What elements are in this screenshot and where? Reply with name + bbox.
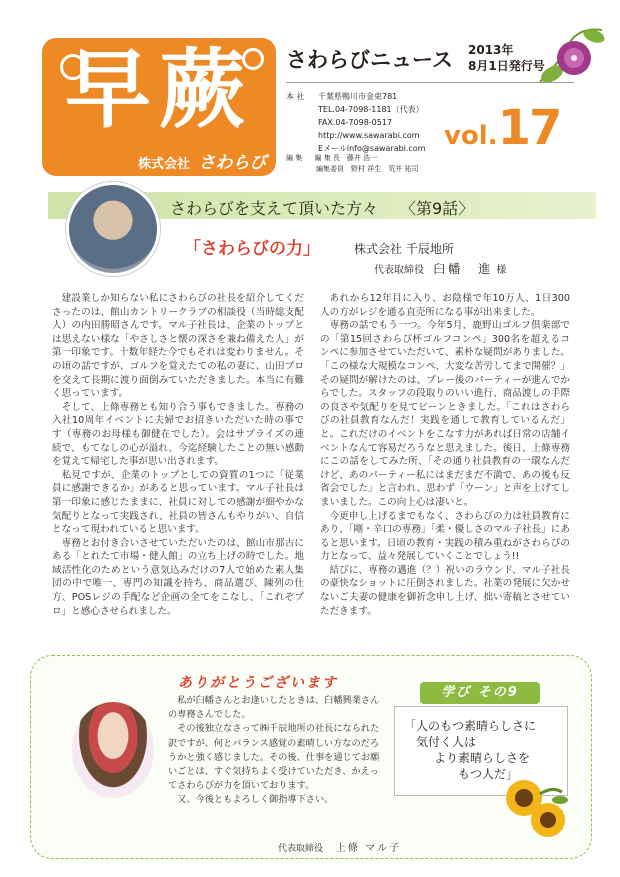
issue-day: 8月1日発行号 — [468, 59, 545, 73]
signature-name: 上條 マル子 — [335, 843, 402, 854]
paragraph: そして、上條専務とも知り合う事もできました。専務の入社10周年イベントに夫婦でお招きいただいた時の事です（専務のお母様も御健在でした）。会はサプライズの連続で、もてなしの心が溢れ、今迄経験したことの無い感動を覚えて帰宅した事が思い出されます。 — [52, 401, 304, 468]
section-title: さわらびを支えて頂いた方々 — [170, 199, 379, 218]
paragraph: あれから12年目に入り、お陰様で年10万人、1日300人の方がレジを通る直売所になる事が出来ました。 — [320, 293, 570, 318]
email-link[interactable]: Eメールinfo@sawarabi.com — [318, 144, 426, 153]
thanks-signature — [278, 839, 401, 854]
morning-glory-icon — [530, 22, 610, 88]
paragraph: 又、今後ともよろしく御指導下さい。 — [177, 794, 334, 806]
signature-role: 代表取締役 — [278, 844, 324, 854]
paragraph: 建設業しか知らない私にさわらびの社長を紹介してくださったのは、館山カントリークラブの相談役（当時総支配人）の内田勝昭さんです。マル子社長は、企業のトップとは思えない様な「やさしさと懐の深さを兼ね備えた人」が第一印象です。十数年経た今でもそれは変わりません。その頃の話ですが、ゴルフを覚えたての私の妻に、山田プロを交えて長期に渡り面倒みていただきました。本当に有難く思っています。 — [52, 293, 304, 400]
logo-title: 早蕨 — [65, 40, 253, 140]
lesson-line: 気付く人は — [416, 735, 477, 749]
logo-block — [42, 38, 276, 176]
address: 千葉県鴨川市金束781 — [318, 92, 398, 101]
president-photo — [72, 702, 154, 798]
website-link[interactable]: http://www.sawarabi.com — [318, 131, 420, 140]
lesson-line: より素晴らしさを — [434, 751, 531, 765]
thanks-title: ありがとうございます — [178, 675, 338, 691]
paragraph: 結びに、専務の邁進（？）祝いのラウンド、マル子社長の豪快なショットに圧倒されました。社業の発展に欠かせないご夫妻の健康を御祈念申し上げ、拙い寄稿とさせていただきます。 — [320, 564, 570, 617]
article-column-left — [52, 292, 304, 618]
editor-members: 編集委員 野村 祥生 荒井 祐司 — [316, 165, 419, 173]
fax: FAX.04-7098-0517 — [318, 118, 393, 127]
thanks-message — [168, 694, 382, 808]
episode-number: 〈第9話〉 — [400, 199, 475, 218]
author-role: 代表取締役 — [374, 265, 424, 276]
article-column-right — [320, 292, 570, 618]
author-name: 臼幡 進 — [433, 262, 494, 276]
newsletter-title: さわらびニュース — [286, 48, 453, 72]
paragraph: 専務の話でもう一つ。今年5月、鹿野山ゴルフ倶楽部での「第15回さわらび杯ゴルフコンペ」300名を超えるコンペに参加させていただいて、素朴な疑問がありました。「この様な大規模なコンペ、大変な苦労してまで開催？」その疑問が解けたのは、プレー後のパーティーが進んでからでした。スタッフの段取りのいい進行、商品渡しの手際の良さや気配りを見てピーンときました。「これはさわらびの社員教育なんだ！実践を通して教育しているんだ」と。これだけのイベントをこなす力があれば日常の店舗イベントなんて容易だろうなと思えました。後日、上條専務にこの話をしてみた所、「その通り社員教育の一環なんだけど、あのパーティー私にはまだまだ不満で、あの後も反省会でした」と言われ、思わず「ウーン」と声を上げてしまいました。この向上心は凄いと。 — [320, 320, 570, 508]
logo-company-prefix: 株式会社 — [138, 157, 191, 172]
logo-company-name: さわらび — [198, 153, 267, 173]
volume-label: vol. — [444, 121, 498, 151]
address-label: 本 社 — [286, 92, 305, 101]
author-honorific: 様 — [496, 265, 507, 276]
logo-company — [138, 148, 267, 173]
lesson-tag: 学び その9 — [420, 682, 540, 704]
paragraph: 専務とお付き合いさせていただいたのは、館山市那古にある「とれたて市場・健人館」の立ち上げの時でした。地域活性化のためという意気込みだけの7人で始めた素人集団の中で唯一、専門の知識を持ち、商品選び、陳列の仕方、POSレジの手配など企画の全てをこなし、「これぞプロ」と感心させられました。 — [52, 537, 304, 617]
paragraph: 今更申し上げるまでもなく、さわらびの力は社員教育にあり、「剛・辛口の専務」「柔・優しさのマル子社長」にあると思います。日頃の教育・実践の積み重ねがさわらびの力となって、益々発展していくことでしょう!! — [320, 510, 570, 563]
author-photo — [66, 182, 160, 276]
sunflower-icon — [500, 770, 570, 842]
lesson-line: もつ人だ」 — [458, 767, 519, 781]
lesson-line: 「人のもつ素晴らしさに — [404, 719, 537, 733]
contact-block — [286, 90, 426, 155]
volume-number — [444, 100, 560, 156]
editors-block — [286, 153, 418, 175]
editor-label: 編 集 — [286, 154, 303, 162]
volume-value: 17 — [497, 100, 561, 156]
author-byline — [374, 260, 506, 277]
article-title: 「さわらびの力」 — [184, 239, 320, 259]
masthead-divider — [286, 82, 574, 83]
paragraph: 私見ですが、企業のトップとしての資質の1つに「従業員に感謝できるか」があると思っています。マル子社長は第一印象に感じたままに、社員に対しての感謝が細やかな気配りとなって実践され、社員の皆さんもやりがい、自信となって現われていると思います。 — [52, 469, 304, 536]
editor-chief: 編 集 長 藤井 浩一 — [314, 154, 378, 162]
author-company: 株式会社 千辰地所 — [354, 242, 454, 256]
paragraph: 私が臼幡さんとお逢いしたときは、臼幡興業さんの専務さんでした。 — [168, 695, 380, 721]
tel: TEL.04-7098-1181（代表） — [318, 105, 424, 114]
issue-year: 2013年 — [468, 43, 514, 57]
paragraph: その後独立なさって㈱千辰地所の社長になられた訳ですが、何とバランス感覚の素晴しい方なのだろうかと強く感じました。その後、仕事を通じてお願いごとは、すぐ気持ちよく受けていただき、かえってさわらびが力を頂いております。 — [168, 723, 380, 792]
